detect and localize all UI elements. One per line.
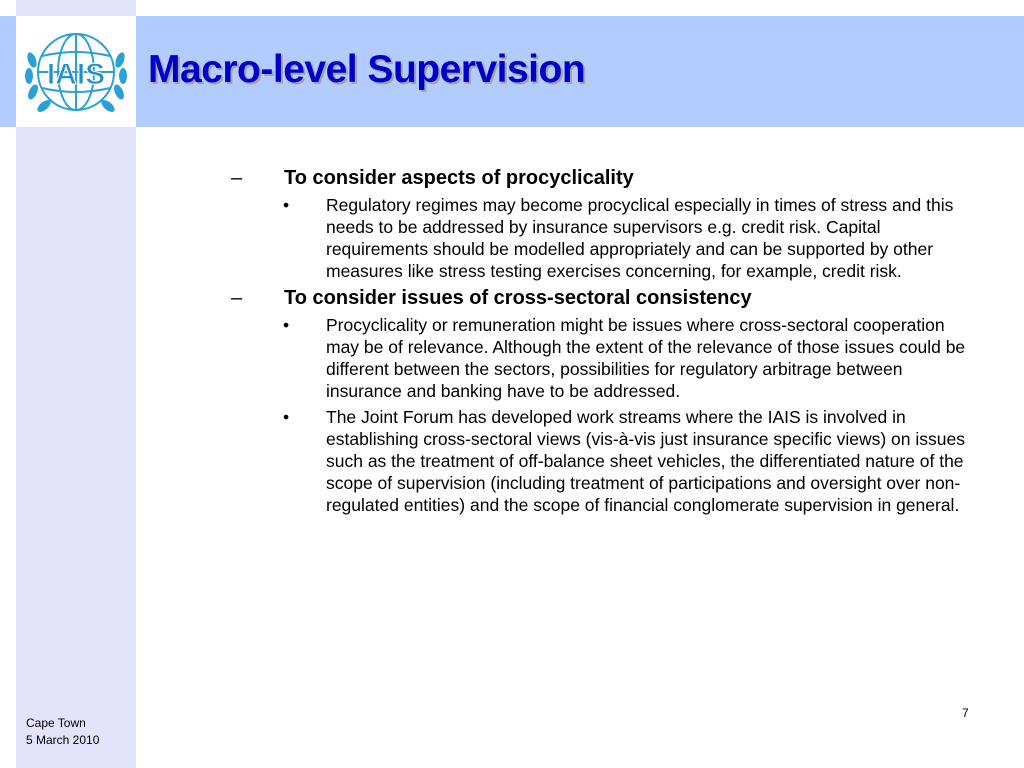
page-title: Macro-level Supervision <box>148 48 586 91</box>
bullet-text: Regulatory regimes may become procyclical especially in times of stress and this needs to be addressed by insurance supervisors e.g. credit risk. Capital requirements should be modelled appropriately and can be supported by other measures like stress testing exercises concerning, for example, credit risk. <box>326 195 954 281</box>
footer-date: 5 March 2010 <box>26 733 100 747</box>
slide-content <box>231 166 991 520</box>
bullet-marker: • <box>283 315 290 335</box>
point-heading <box>231 166 991 190</box>
point-heading <box>231 286 991 310</box>
bullet-text: The Joint Forum has developed work streams where the IAIS is involved in establishing cross-sectoral views (vis-à-vis just insurance specific views) on issues such as the treatment of off-balance sheet vehicles, the differentiated nature of the scope of supervision (including treatment of participations and oversight over non-regulated entities) and the scope of financial conglomerate supervision in general. <box>326 407 965 515</box>
iais-logo <box>16 16 136 127</box>
point-heading-text: To consider issues of cross-sectoral consistency <box>284 287 752 309</box>
bullet-marker: • <box>283 407 290 427</box>
bullet-item <box>231 314 981 402</box>
point-heading-text: To consider aspects of procyclicality <box>284 167 634 189</box>
bullet-item <box>231 194 981 282</box>
page-number: 7 <box>962 706 969 720</box>
svg-text:IAIS: IAIS <box>46 58 106 91</box>
bullet-text: Procyclicality or remuneration might be issues where cross-sectoral cooperation may be of relevance. Although the extent of the relevance of those issues could be different between the sectors, possibilities for regulatory arbitrage between insurance and banking have to be addressed. <box>326 315 966 401</box>
dash-marker: – <box>231 167 243 189</box>
bullet-item <box>231 406 981 516</box>
dash-marker: – <box>231 287 243 309</box>
footer-location: Cape Town <box>26 716 86 730</box>
bullet-marker: • <box>283 195 290 215</box>
globe-laurel-icon <box>18 20 134 124</box>
footer <box>26 715 99 749</box>
